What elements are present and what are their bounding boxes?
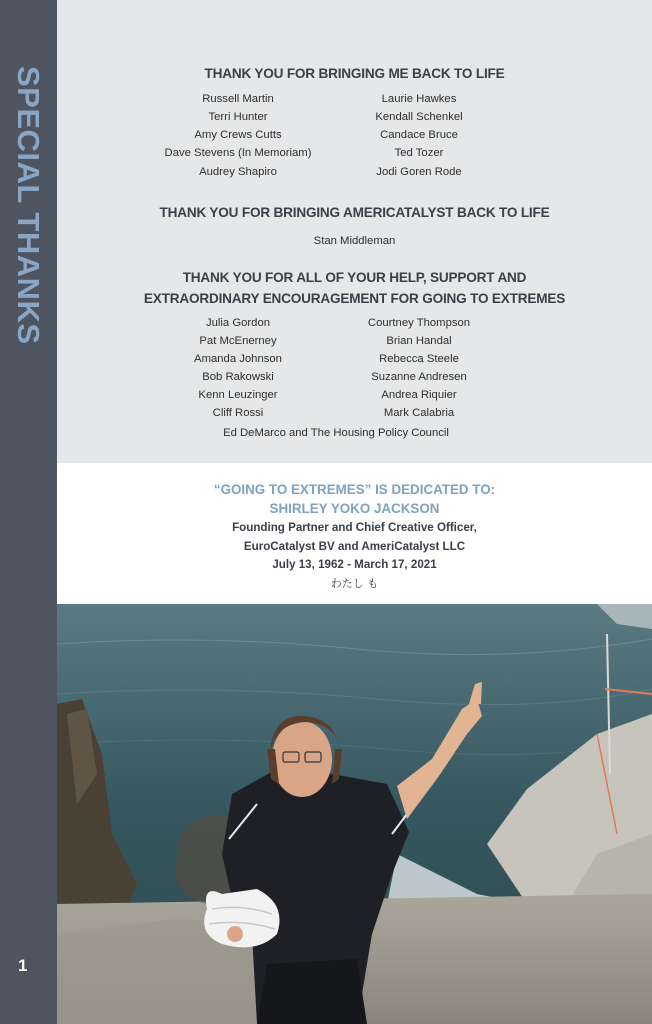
sidebar xyxy=(0,0,57,1024)
section3-name: Brian Handal xyxy=(386,335,452,347)
section1-name: Candace Bruce xyxy=(380,129,458,141)
section2-name: Stan Middleman xyxy=(313,235,396,247)
dedication-photo xyxy=(57,604,652,1024)
section1-name: Russell Martin xyxy=(202,93,274,105)
section3-footer: Ed DeMarco and The Housing Policy Council xyxy=(223,427,449,439)
section2-heading: THANK YOU FOR BRINGING AMERICATALYST BACK TO LIFE xyxy=(159,205,550,220)
section3-name: Julia Gordon xyxy=(205,317,271,329)
dedication-block xyxy=(57,463,652,604)
acknowledgements-panel xyxy=(57,0,652,463)
section1-name: Dave Stevens (In Memoriam) xyxy=(164,147,312,159)
section1-name: Jodi Goren Rode xyxy=(376,166,462,178)
section3-name: Kenn Leuzinger xyxy=(198,389,278,401)
section3-name: Pat McEnerney xyxy=(199,335,277,347)
section3-heading-line1: THANK YOU FOR ALL OF YOUR HELP, SUPPORT AND xyxy=(182,270,527,285)
towel xyxy=(204,889,279,947)
dedication-name: SHIRLEY YOKO JACKSON xyxy=(269,501,440,516)
section3-heading-line2: EXTRAORDINARY ENCOURAGEMENT FOR GOING TO EXTREMES xyxy=(143,291,566,306)
section3-name: Courtney Thompson xyxy=(367,317,471,329)
section1-name: Amy Crews Cutts xyxy=(194,129,282,141)
section1-name: Ted Tozer xyxy=(394,147,444,159)
sidebar-title: SPECIAL THANKS xyxy=(11,66,46,345)
section3-name: Bob Rakowski xyxy=(202,371,274,383)
dedication-role: Founding Partner and Chief Creative Officer, xyxy=(232,521,477,534)
photo-illustration xyxy=(57,604,652,1024)
section3-name: Cliff Rossi xyxy=(212,407,264,419)
section3-name: Rebecca Steele xyxy=(379,353,459,365)
page-number: 1 xyxy=(18,956,28,975)
dedication-japanese: わたし も xyxy=(330,577,379,590)
face xyxy=(272,721,332,797)
section1-name: Terri Hunter xyxy=(208,111,268,123)
section1-name: Audrey Shapiro xyxy=(199,166,277,178)
section1-name: Laurie Hawkes xyxy=(381,93,457,105)
section3-name: Amanda Johnson xyxy=(194,353,282,365)
section1-heading: THANK YOU FOR BRINGING ME BACK TO LIFE xyxy=(204,66,505,81)
section3-name: Mark Calabria xyxy=(383,407,455,419)
section1-name: Kendall Schenkel xyxy=(375,111,463,123)
dedication-heading: “GOING TO EXTREMES” IS DEDICATED TO: xyxy=(213,482,496,497)
dedication-dates: July 13, 1962 - March 17, 2021 xyxy=(272,558,437,571)
section3-name: Suzanne Andresen xyxy=(371,371,467,383)
dedication-companies: EuroCatalyst BV and AmeriCatalyst LLC xyxy=(243,540,466,553)
section3-name: Andrea Riquier xyxy=(381,389,457,401)
